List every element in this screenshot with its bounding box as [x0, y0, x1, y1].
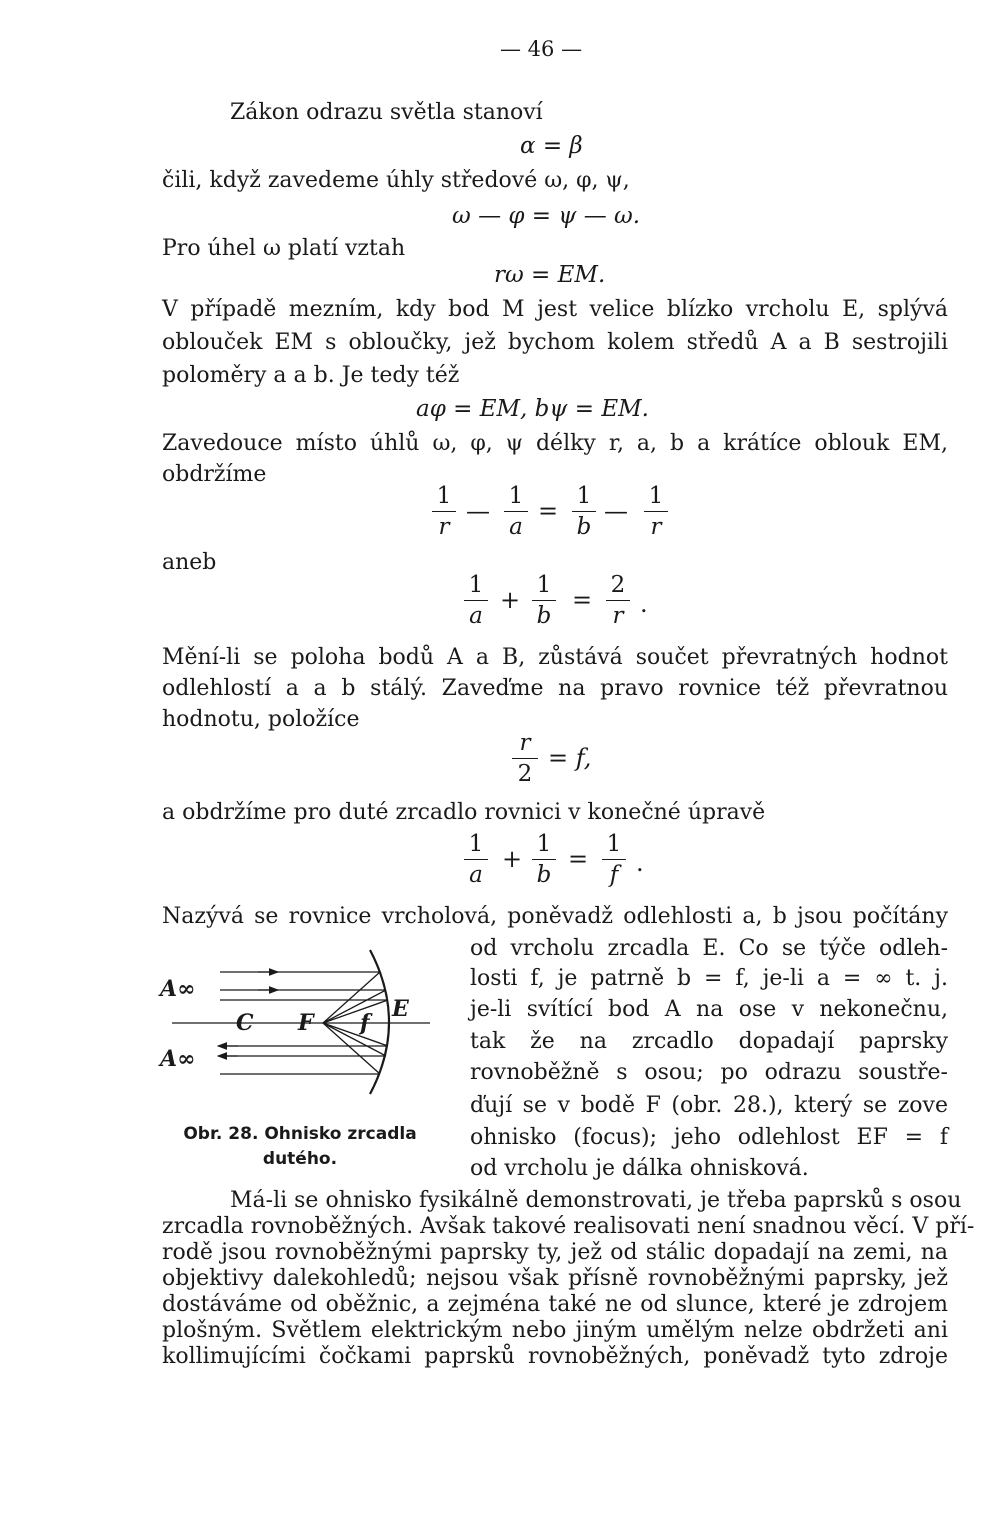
label-focus-f: F: [298, 1010, 314, 1036]
paragraph-line: Má-li se ohnisko fysikálně demonstrovati, je třeba paprsků s osou: [230, 1188, 962, 1213]
operator: =: [572, 586, 593, 614]
text-line: Zákon odrazu světla stanoví: [230, 100, 543, 125]
fraction: 1 b: [532, 572, 556, 629]
operator: =: [568, 845, 589, 873]
paragraph-line: Zavedouce místo úhlů ω, φ, ψ délky r, a, b a krátíce oblouk EM,: [162, 431, 948, 456]
paragraph-line: V případě mezním, kdy bod M jest velice blízko vrcholu E, splývá: [162, 297, 948, 322]
figure-caption: Obr. 28. Ohnisko zrcadla: [183, 1124, 417, 1144]
label-c: C: [236, 1010, 254, 1036]
paragraph-line: od vrcholu je dálka ohnisková.: [470, 1156, 809, 1181]
paragraph-line: od vrcholu zrcadla E. Co se týče odleh-: [470, 936, 948, 961]
reflected-ray: [323, 1000, 388, 1023]
operator: = f,: [548, 744, 592, 772]
operator: .: [640, 590, 648, 618]
paragraph-line: ďují se v bodě F (obr. 28.), který se zove: [470, 1093, 948, 1118]
figure-caption: dutého.: [262, 1149, 338, 1169]
fraction: 1 r: [644, 483, 668, 540]
paragraph-line: zrcadla rovnoběžných. Avšak takové realisovati není snadnou věcí. V pří-: [162, 1214, 975, 1239]
fraction: 1 a: [464, 831, 488, 888]
fraction: 1 a: [464, 572, 488, 629]
label-focal-length-f: f: [360, 1010, 370, 1036]
paragraph-line: hodnotu, položíce: [162, 707, 360, 732]
operator: —: [604, 497, 628, 525]
operator: —: [466, 497, 490, 525]
paragraph-line: poloměry a a b. Je tedy též: [162, 363, 460, 388]
equation-alpha-beta: α = β: [520, 133, 583, 159]
label-vertex-e: E: [392, 996, 409, 1022]
fraction: r 2: [512, 730, 538, 787]
operator: +: [500, 586, 521, 614]
reflected-ray: [323, 1023, 388, 1046]
paragraph-line: a obdržíme pro duté zrcadlo rovnici v konečné úpravě: [162, 800, 766, 825]
fraction: 1 r: [432, 483, 456, 540]
paragraph-line: Nazývá se rovnice vrcholová, poněvadž odlehlosti a, b jsou počítány: [162, 904, 948, 929]
paragraph-line: odlehlostí a a b stálý. Zaveďme na pravo rovnice též převratnou: [162, 676, 948, 701]
label-a-infinity-bottom: A∞: [160, 1046, 196, 1072]
paragraph-line: tak že na zrcadlo dopadají paprsky: [470, 1029, 948, 1054]
equation-arcs: aφ = EM, bψ = EM.: [416, 396, 649, 422]
paragraph-line: je-li svítící bod A na ose v nekonečnu,: [470, 997, 948, 1022]
operator: =: [538, 497, 559, 525]
paragraph-line: losti f, je patrně b = f, je-li a = ∞ t. j.: [470, 966, 948, 991]
paragraph-line: rodě jsou rovnoběžnými paprsky ty, jež od stálic dopadají na zemi, na: [162, 1240, 948, 1265]
paragraph-line: plošným. Světlem elektrickým nebo jiným umělým nelze obdržeti ani: [162, 1318, 948, 1343]
text-line: čili, když zavedeme úhly středové ω, φ, ψ,: [162, 168, 630, 193]
text-line: aneb: [162, 550, 217, 575]
fraction: 1 b: [572, 483, 596, 540]
paragraph-line: kollimujícími čočkami paprsků rovnoběžných, poněvadž tyto zdroje: [162, 1344, 948, 1369]
operator: +: [502, 845, 523, 873]
paragraph-line: rovnoběžně s osou; po odrazu soustře-: [470, 1060, 948, 1085]
equation-r-omega: rω = EM.: [494, 262, 606, 288]
paragraph-line: Mění-li se poloha bodů A a B, zůstává součet převratných hodnot: [162, 645, 948, 670]
label-a-infinity-top: A∞: [160, 976, 196, 1002]
text-line: Pro úhel ω platí vztah: [162, 236, 406, 261]
paragraph-line: dostáváme od oběžnic, a zejména také ne od slunce, které je zdrojem: [162, 1292, 948, 1317]
paragraph-line: objektivy dalekohledů; nejsou však přísně rovnoběžnými paprsky, jež: [162, 1266, 948, 1291]
fraction: 2 r: [606, 572, 630, 629]
paragraph-line: oblouček EM s obloučky, jež bychom kolem středů A a B sestrojili: [162, 330, 948, 355]
equation-angles: ω — φ = ψ — ω.: [452, 203, 641, 229]
operator: .: [636, 849, 644, 877]
fraction: 1 f: [602, 831, 626, 888]
paragraph-line: ohnisko (focus); jeho odlehlost EF = f: [470, 1125, 948, 1150]
paragraph-line: obdržíme: [162, 462, 267, 487]
fraction: 1 a: [504, 483, 528, 540]
page-number: — 46 —: [500, 37, 583, 61]
fraction: 1 b: [532, 831, 556, 888]
